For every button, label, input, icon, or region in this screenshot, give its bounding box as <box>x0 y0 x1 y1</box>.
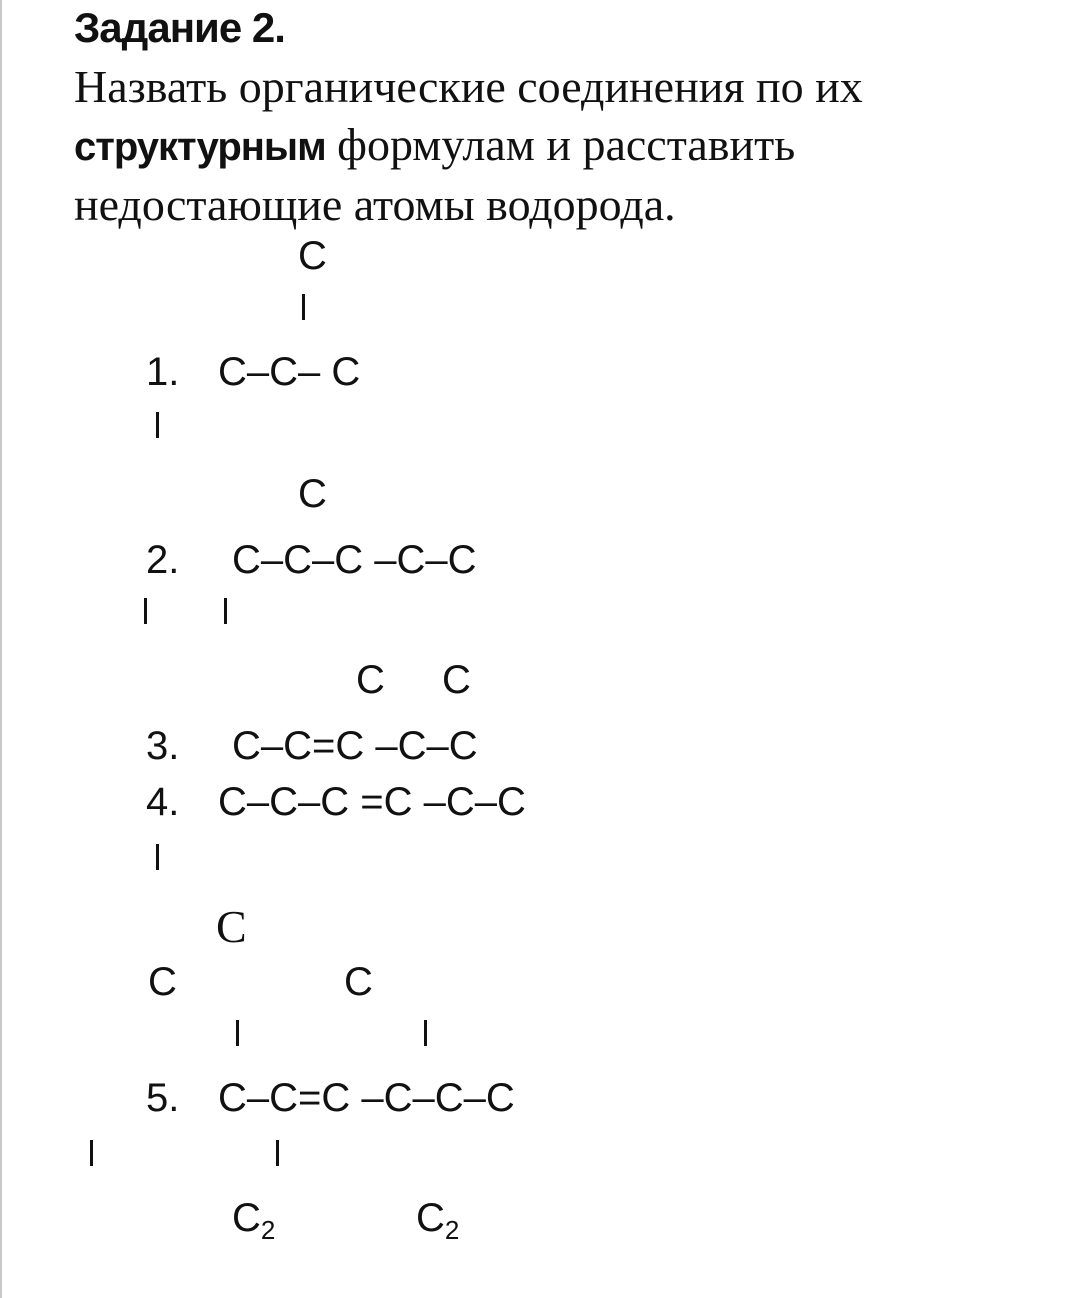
formula-3-top-carbon-right: C <box>442 658 471 702</box>
task-instruction <box>74 58 1034 234</box>
formula-3-number: 3. <box>146 724 180 768</box>
formula-5-top-carbon: C <box>216 901 247 952</box>
formula-1-number: 1. <box>146 350 180 394</box>
formula-2-top-carbon: C <box>298 472 327 516</box>
formula-3-top-carbon-left: C <box>356 658 385 702</box>
formula-5-bond-upper-right <box>424 1020 427 1046</box>
formula-5-bottom-left-base: C <box>232 1196 261 1240</box>
formula-1-chain: C–C– C <box>218 350 361 394</box>
formula-5-bond-lower-left <box>276 1140 279 1166</box>
formula-5-upper-right-carbon: C <box>344 960 373 1004</box>
formula-4-chain: C–C–C =C –C–C <box>218 780 526 824</box>
formula-2-chain: C–C–C –C–C <box>232 538 477 582</box>
formula-2-bond-right <box>224 598 227 624</box>
formula-1-top-carbon: C <box>298 234 327 278</box>
formula-2-bond-left <box>144 598 147 624</box>
formula-5-bond-upper-left <box>236 1020 239 1046</box>
formula-5-bond-lower-far-left <box>90 1140 93 1166</box>
instruction-text-start: Назвать органические соединения по их <box>74 61 863 112</box>
formula-3-chain: C–C=C –C–C <box>232 724 478 768</box>
formula-5-upper-left-carbon: C <box>148 960 177 1004</box>
task-heading: Задание 2. <box>74 4 285 51</box>
formula-5-chain: C–C=C –C–C–C <box>218 1076 515 1120</box>
formula-1-bottom-bond <box>156 412 159 438</box>
instruction-text-end: формулам и расставить недостающие атомы водорода. <box>74 119 796 230</box>
formula-2-number: 2. <box>146 538 180 582</box>
formula-5-bottom-left-group <box>232 1198 275 1243</box>
page-left-border <box>0 0 2 1298</box>
formula-5-bottom-right-sub: 2 <box>444 1215 460 1245</box>
instruction-bold-word: структурным <box>74 125 326 169</box>
formula-1-top-bond <box>302 294 305 320</box>
formula-5-number: 5. <box>146 1076 180 1120</box>
formula-5-bottom-right-group <box>416 1198 459 1243</box>
formula-4-bond <box>156 844 159 870</box>
formula-5-bottom-right-base: C <box>416 1196 445 1240</box>
formula-5-bottom-left-sub: 2 <box>260 1215 276 1245</box>
formula-4-number: 4. <box>146 780 180 824</box>
